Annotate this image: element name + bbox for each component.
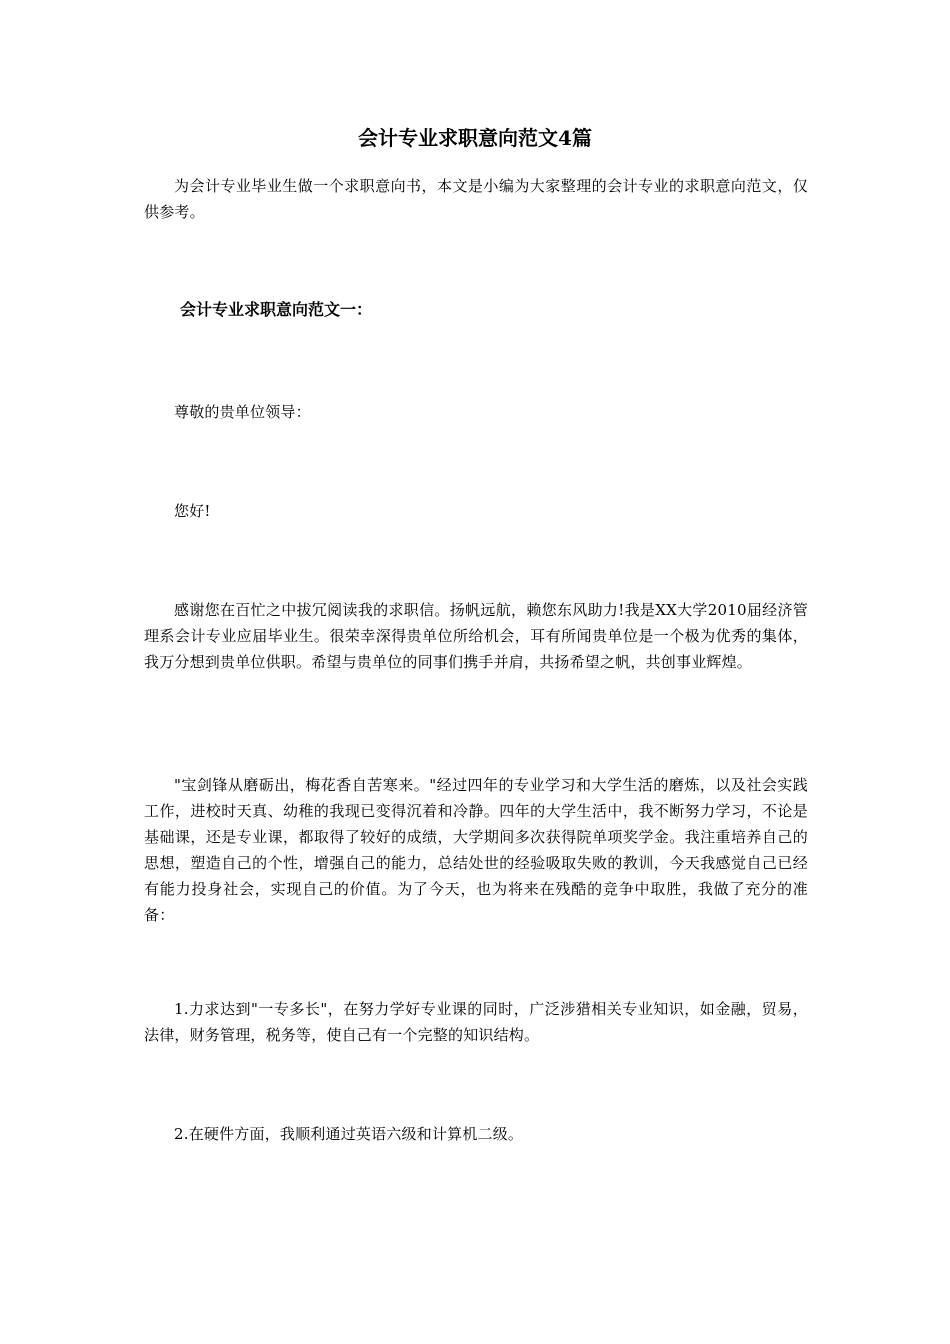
body-paragraph-1: 感谢您在百忙之中拔冗阅读我的求职信。扬帆远航，赖您东风助力!我是XX大学2010届经济管理系会计专业应届毕业生。很荣幸深得贵单位所给机会，耳有所闻贵单位是一个极为优秀的集体，我万分想到贵单位供职。希望与贵单位的同事们携手并肩，共扬希望之帆，共创事业辉煌。 [144, 601, 808, 671]
greeting: 您好! [174, 502, 211, 520]
list-item-1: 1.力求达到"一专多长"，在努力学好专业课的同时，广泛涉猎相关专业知识，如金融，贸易，法律，财务管理，税务等，使自己有一个完整的知识结构。 [144, 1000, 808, 1044]
document-title: 会计专业求职意向范文4篇 [358, 126, 592, 150]
salutation: 尊敬的贵单位领导： [174, 403, 311, 421]
list-item-2: 2.在硬件方面，我顺利通过英语六级和计算机二级。 [174, 1125, 524, 1143]
intro-paragraph: 为会计专业毕业生做一个求职意向书，本文是小编为大家整理的会计专业的求职意向范文，仅供参考。 [144, 177, 808, 221]
section-heading: 会计专业求职意向范文一： [180, 300, 373, 319]
body-paragraph-2: "宝剑锋从磨砺出，梅花香自苦寒来。"经过四年的专业学习和大学生活的磨炼，以及社会实践工作，进校时天真、幼稚的我现已变得沉着和冷静。四年的大学生活中，我不断努力学习，不论是基础课，还是专业课，都取得了较好的成绩，大学期间多次获得院单项奖学金。我注重培养自己的思想，塑造自己的个性，增强自己的能力，总结处世的经验吸取失败的教训，今天我感觉自己已经有能力投身社会，实现自己的价值。为了今天，也为将来在残酷的竞争中取胜，我做了充分的准备： [144, 776, 808, 924]
